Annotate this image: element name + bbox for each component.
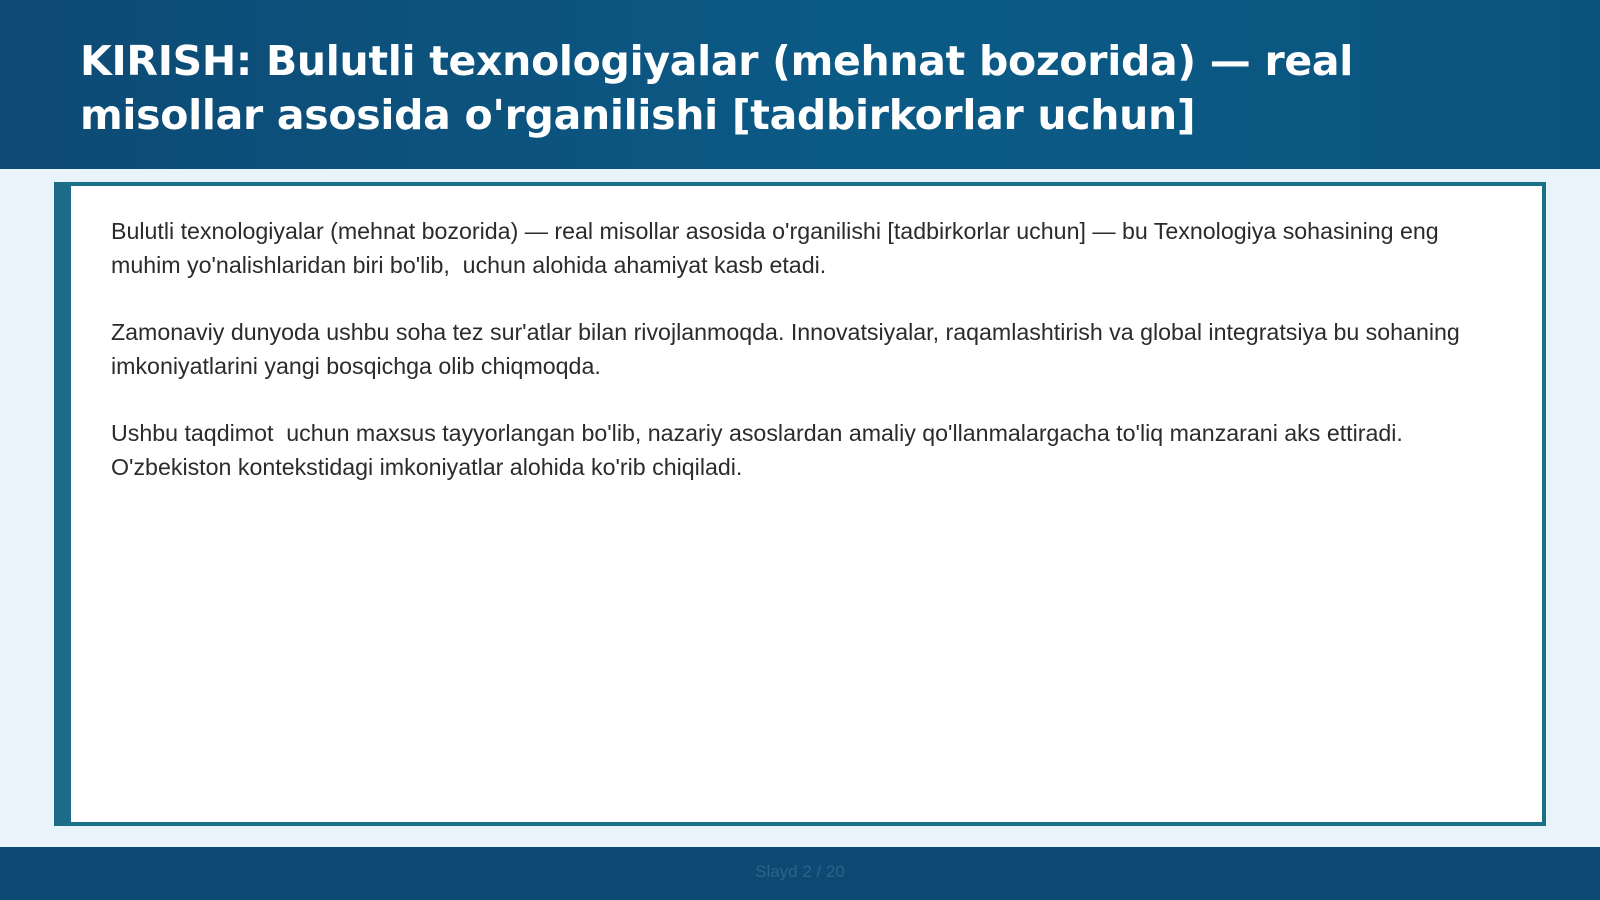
- slide-number: Slayd 2 / 20: [755, 862, 845, 881]
- paragraph-presentation: Ushbu taqdimot uchun maxsus tayyorlangan bo'lib, nazariy asoslardan amaliy qo'llanmalargacha to'liq manzarani aks ettiradi. O'zbekiston kontekstidagi imkoniyatlar alohida ko'rib chiqiladi.: [111, 420, 1410, 480]
- paragraph-development: Zamonaviy dunyoda ushbu soha tez sur'atlar bilan rivojlanmoqda. Innovatsiyalar, raqamlashtirish va global integratsiya bu sohaning imkoniyatlarini yangi bosqichga olib chiqmoqda.: [111, 319, 1467, 379]
- content-body: [111, 214, 1511, 517]
- paragraph-intro: Bulutli texnologiyalar (mehnat bozorida) — real misollar asosida o'rganilishi [tadbirkorlar uchun] — bu Texnologiya sohasining eng muhim yo'nalishlaridan biri bo'lib, uchun alohida ahamiyat kasb etadi.: [111, 218, 1446, 278]
- slide-header: [0, 0, 1600, 169]
- slide-footer: [0, 847, 1600, 900]
- content-card: [54, 182, 1546, 826]
- slide-title: KIRISH: Bulutli texnologiyalar (mehnat bozorida) — real misollar asosida o'rganilishi [tadbirkorlar uchun]: [80, 37, 1354, 139]
